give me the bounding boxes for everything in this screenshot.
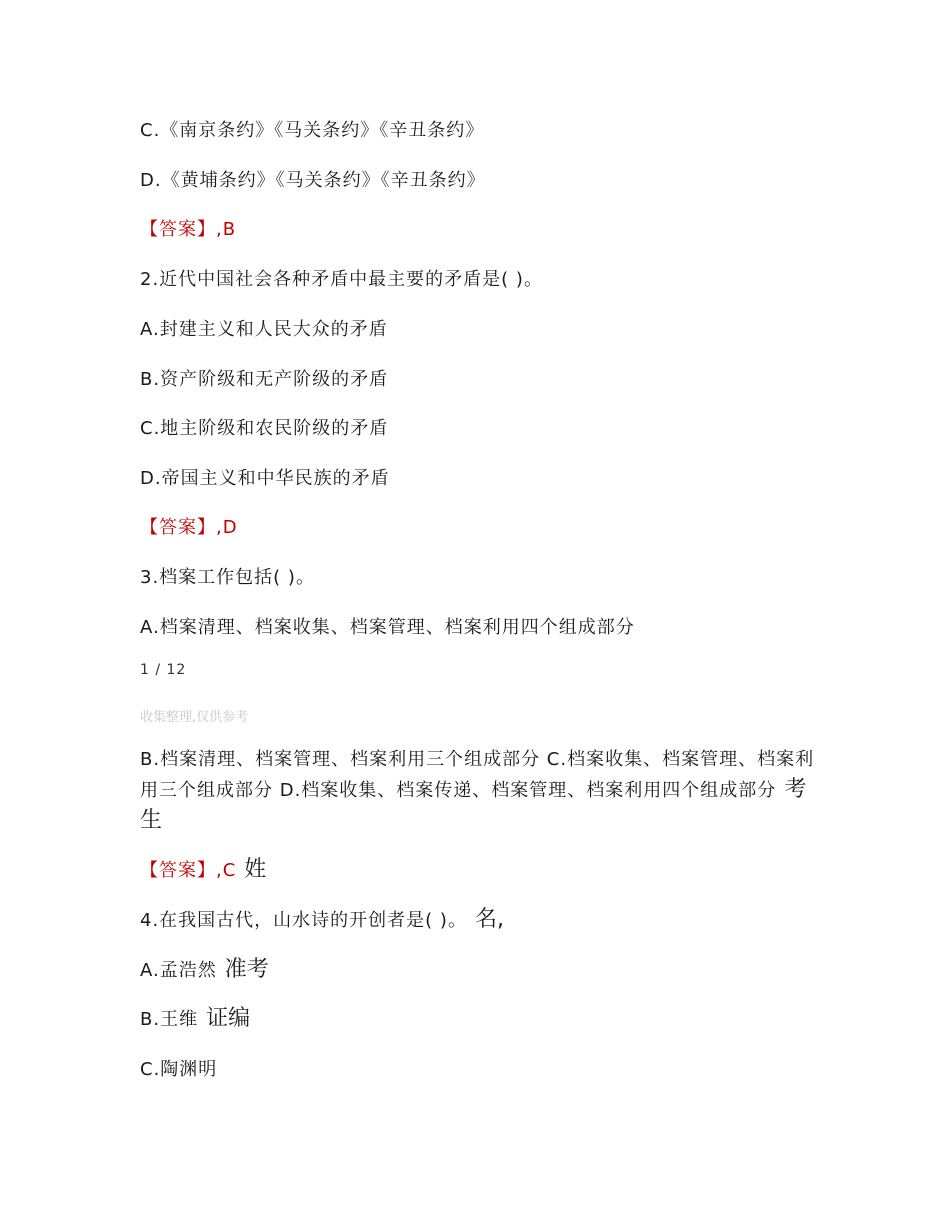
q4-option-c: C.陶渊明 [140,1059,218,1080]
q3-options-bcd [140,745,820,837]
q4-option-b: B.王维 [140,1009,199,1030]
side-text-ming: 名, [474,907,504,932]
page-number: 1 / 12 [140,662,187,678]
q4-question: 4.在我国古代，山水诗的开创者是( )。 [140,910,467,931]
q4-question-line [140,908,504,933]
q2-option-c: C.地主阶级和农民阶级的矛盾 [140,418,389,439]
q3-question: 3.档案工作包括( )。 [140,567,315,588]
q3-answer: 【答案】,C [140,860,237,881]
q2-option-a: A.封建主义和人民大众的矛盾 [140,319,388,340]
side-text-zhunkao: 准考 [224,957,269,982]
side-text-xing: 姓 [244,857,267,882]
q4-option-a-line [140,958,269,983]
q1-option-d: D.《黄埔条约》《马关条约》《辛丑条约》 [140,170,486,191]
q1-option-c: C.《南京条约》《马关条约》《辛丑条约》 [140,120,485,141]
side-text-kaosheng: 考生 [140,777,807,833]
q2-question: 2.近代中国社会各种矛盾中最主要的矛盾是( )。 [140,269,543,290]
q3-options-bcd-text: B.档案清理、档案管理、档案利用三个组成部分 C.档案收集、档案管理、档案利用三个组成部分 D.档案收集、档案传递、档案管理、档案利用四个组成部分 [140,749,815,801]
footer-note: 收集整理,仅供参考 [140,710,249,725]
q4-option-a: A.孟浩然 [140,960,217,981]
side-text-zhengbian: 证编 [206,1006,251,1031]
q2-option-d: D.帝国主义和中华民族的矛盾 [140,468,390,489]
q4-option-b-line [140,1007,250,1032]
q1-answer: 【答案】,B [140,219,237,240]
q3-option-a: A.档案清理、档案收集、档案管理、档案利用四个组成部分 [140,617,635,638]
q2-answer: 【答案】,D [140,517,238,538]
q2-option-b: B.资产阶级和无产阶级的矛盾 [140,369,389,390]
q3-answer-line [140,858,266,883]
